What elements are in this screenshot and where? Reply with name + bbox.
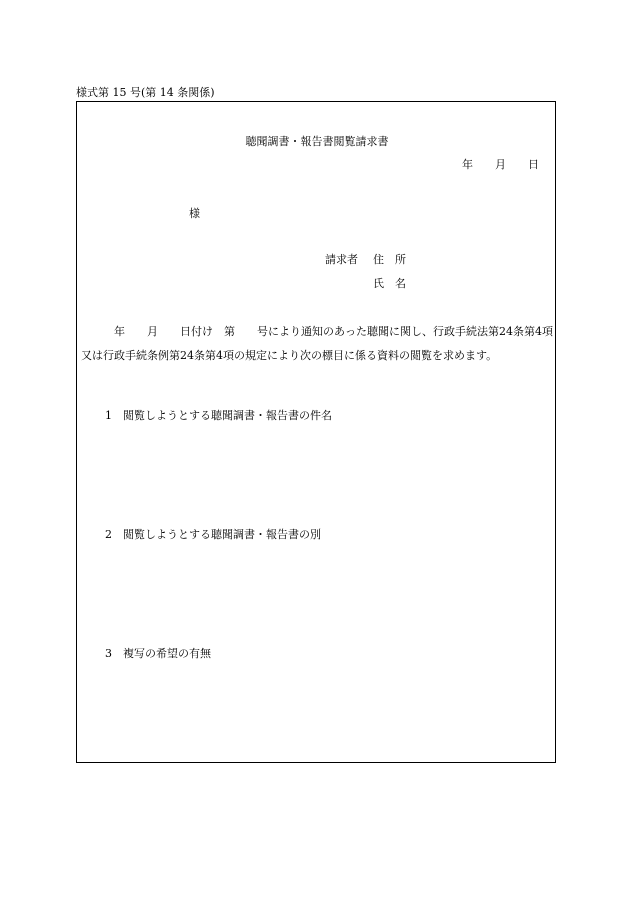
- name-label: 氏 名: [373, 277, 406, 290]
- item-copy-request: [91, 632, 211, 674]
- item-number: 1: [105, 409, 112, 422]
- form-number-caption: 様式第 15 号(第 14 条関係): [76, 86, 215, 99]
- item-label: 閲覧しようとする聴聞調書・報告書の件名: [123, 409, 332, 422]
- item-label: 閲覧しようとする聴聞調書・報告書の別: [123, 528, 321, 541]
- item-subject: [91, 394, 332, 436]
- requester-label: 請求者: [325, 253, 358, 266]
- addressee-honorific: 様: [189, 207, 200, 220]
- request-body-paragraph: 年 月 日付け 第 号により通知のあった聴聞に関し、行政手続法第24条第4項又は行政手続条例第24条第4項の規定により次の標目に係る資料の閲覧を求めます。: [81, 325, 553, 362]
- form-title: 聴聞調書・報告書閲覧請求書: [245, 135, 389, 148]
- request-form-frame: [76, 101, 556, 763]
- address-label: 住 所: [373, 253, 406, 266]
- item-type: [91, 513, 321, 555]
- item-label: 複写の希望の有無: [123, 647, 211, 660]
- item-number: 2: [105, 528, 112, 541]
- date-line: 年 月 日: [462, 158, 539, 171]
- item-number: 3: [105, 647, 112, 660]
